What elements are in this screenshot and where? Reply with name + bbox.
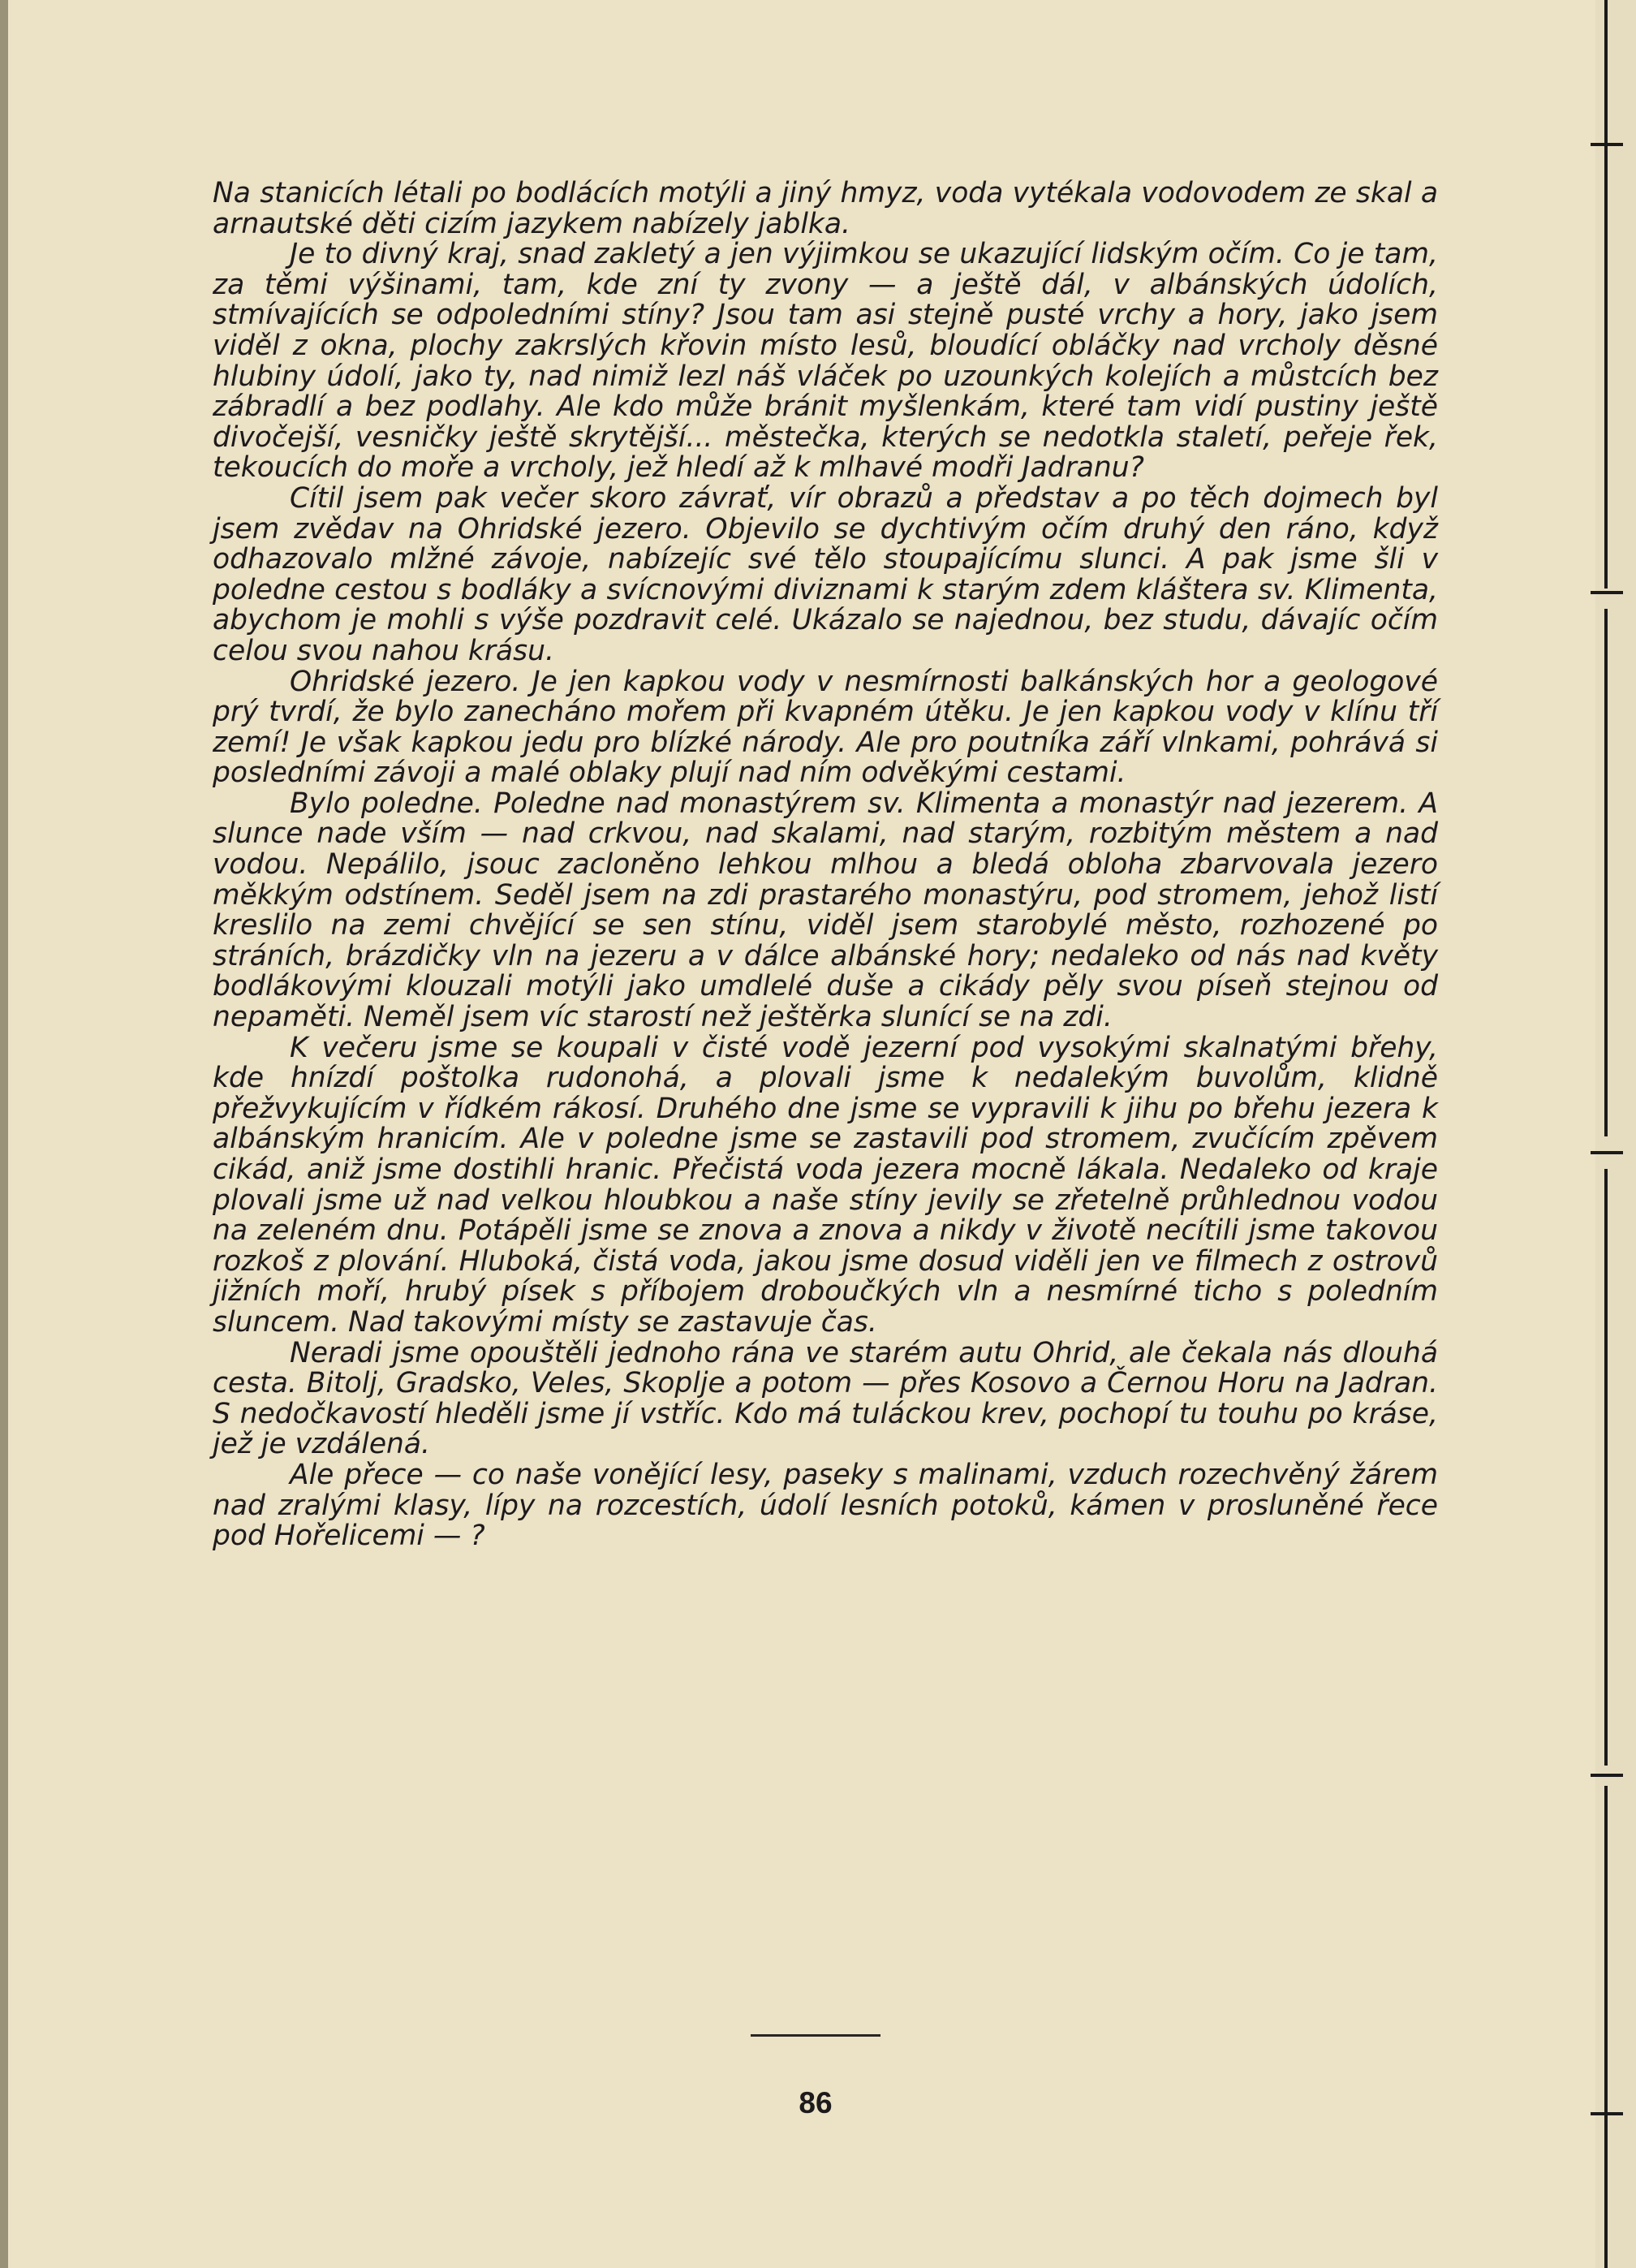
paragraph: K večeru jsme se koupali v čisté vodě jezerní pod vysokými skalnatými břehy, kde hnízdí poštolka rudonohá, a plovali jsme k nedalekým buvolům, klidně přežvykujícím v řídkém rákosí. Druhého dne jsme se vypravili k jihu po břehu jezera k albánským hranicím. Ale v poledne jsme se zastavili pod stromem, zvučícím zpěvem cikád, aniž jsme dostihli hranic. Přečistá voda jezera mocně lákala. Nedaleko od kraje plovali jsme už nad velkou hloubkou a naše stíny jevily se zřetelně průhlednou vodou na zeleném dnu. Potápěli jsme se znova a znova a nikdy v životě necítili jsme takovou rozkoš z plování. Hluboká, čistá voda, jakou jsme dosud viděli jen ve filmech z ostrovů jižních moří, hrubý písek s příbojem droboučkých vln a nesmírné ticho s poledním sluncem. Nad takovými místy se zastavuje čas.: [213, 1031, 1438, 1339]
page-number: 86: [799, 2086, 833, 2119]
paragraph: Ale přece — co naše vonějící lesy, paseky s malinami, vzduch rozechvěný žárem nad zralými klasy, lípy na rozcestích, údolí lesních potoků, kámen v prosluněné řece pod Hořelicemi — ?: [213, 1458, 1438, 1553]
body-text: [213, 179, 1438, 1552]
binding-tick: [1591, 1774, 1623, 1777]
binding-tick: [1591, 1151, 1623, 1154]
scan-right-margin: [1595, 0, 1636, 2268]
binding-line: [1604, 609, 1608, 1136]
binding-tick: [1591, 591, 1623, 594]
section-divider: [751, 2034, 880, 2037]
paragraph: Na stanicích létali po bodlácích motýli a jiný hmyz, voda vytékala vodovodem ze skal a arnautské děti cizím jazykem nabízely jablka.: [213, 177, 1438, 240]
paragraph: Neradi jsme opouštěli jednoho rána ve starém autu Ohrid, ale čekala nás dlouhá cesta. Bitolj, Gradsko, Veles, Skoplje a potom — přes Kosovo a Černou Horu na Jadran. S nedočkavostí hleděli jsme jí vstříc. Kdo má tuláckou krev, pochopí tu touhu po kráse, jež je vzdálená.: [213, 1336, 1438, 1461]
binding-tick: [1591, 2112, 1623, 2115]
binding-line: [1604, 1786, 1608, 2268]
binding-line: [1604, 0, 1608, 589]
binding-tick: [1591, 143, 1623, 146]
binding-line: [1604, 1169, 1608, 1766]
paragraph: Cítil jsem pak večer skoro závrať, vír obrazů a představ a po těch dojmech byl jsem zvědav na Ohridské jezero. Objevilo se dychtivým očím druhý den ráno, když odhazovalo mlžné závoje, nabízejíc své tělo stoupajícímu slunci. A pak jsme šli v poledne cestou s bodláky a svícnovými diviznami k starým zdem kláštera sv. Klimenta, abychom je mohli s výše pozdravit celé. Ukázalo se najednou, bez studu, dávajíc očím celou svou nahou krásu.: [213, 481, 1438, 667]
paragraph: Je to divný kraj, snad zakletý a jen výjimkou se ukazující lidským očím. Co je tam, za těmi výšinami, tam, kde zní ty zvony — a ještě dál, v albánských údolích, stmívajících se odpoledními stíny? Jsou tam asi stejně pusté vrchy a hory, jako jsem viděl z okna, plochy zakrslých křovin místo lesů, bloudící obláčky nad vrcholy děsné hlubiny údolí, jako ty, nad nimiž lezl náš vláček po uzounkých kolejích a můstcích bez zábradlí a bez podlahy. Ale kdo může bránit myšlenkám, které tam vidí pustiny ještě divočejší, vesničky ještě skrytější... městečka, kterých se nedotkla staletí, peřeje řek, tekoucích do moře a vrcholy, jež hledí až k mlhavé modři Jadranu?: [213, 238, 1438, 485]
scan-left-edge: [0, 0, 8, 2268]
paragraph: Ohridské jezero. Je jen kapkou vody v nesmírnosti balkánských hor a geologové prý tvrdí, že bylo zanecháno mořem při kvapném útěku. Je jen kapkou vody v klínu tří zemí! Je však kapkou jedu pro blízké národy. Ale pro poutníka září vlnkami, pohrává si posledními závoji a malé oblaky plují nad ním odvěkými cestami.: [213, 665, 1438, 790]
paragraph: Bylo poledne. Poledne nad monastýrem sv. Klimenta a monastýr nad jezerem. A slunce nade vším — nad crkvou, nad skalami, nad starým, rozbitým městem a nad vodou. Nepálilo, jsouc zacloněno lehkou mlhou a bledá obloha zbarvovala jezero měkkým odstínem. Seděl jsem na zdi prastarého monastýru, pod stromem, jehož listí kreslilo na zemi chvějící se sen stínu, viděl jsem starobylé město, rozhozené po stráních, brázdičky vln na jezeru a v dálce albánské hory; nedaleko od nás nad květy bodlákovými klouzali motýli jako umdlelé duše a cikády pěly svou píseň stejnou od nepaměti. Neměl jsem víc starostí než ještěrka slunící se na zdi.: [213, 787, 1438, 1034]
